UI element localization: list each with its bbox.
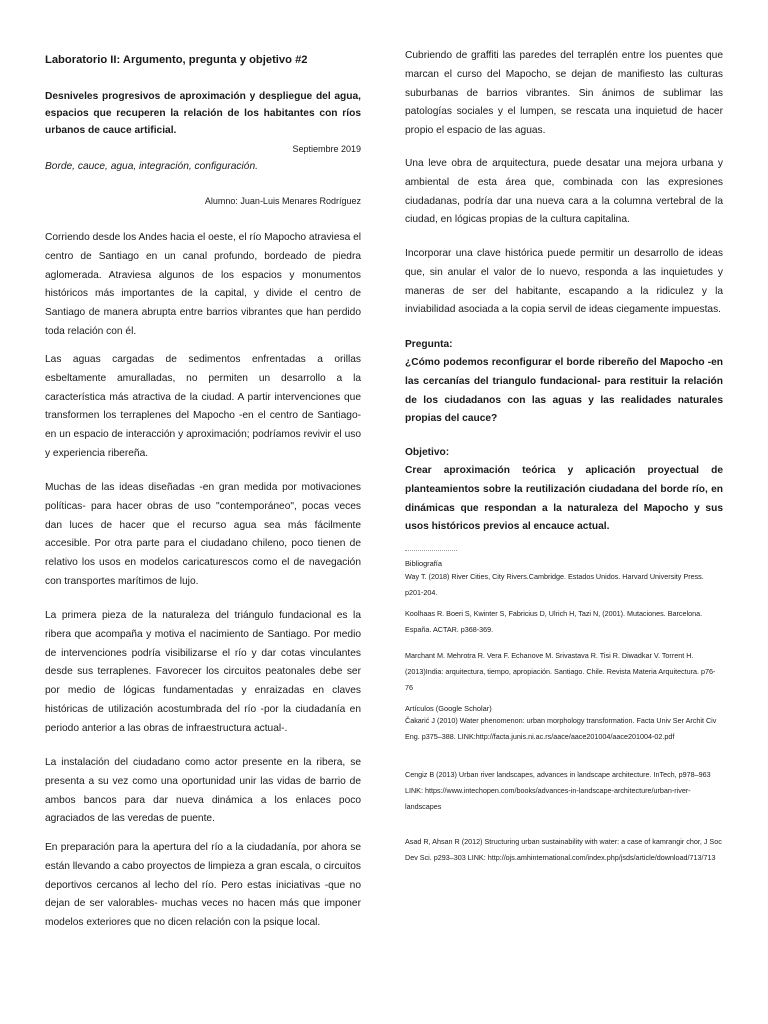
question-text: ¿Cómo podemos reconfigurar el borde ribereño del Mapocho -en las cercanías del triangulo fundacional- para restituir la relación de los ciudadanos con las aguas y las realidades naturales propias del cauce?	[405, 357, 723, 425]
document-subtitle: Desniveles progresivos de aproximación y despliegue del agua, espacios que recuperen la relación de los habitantes con ríos urbanos de cauce artificial.	[45, 91, 361, 136]
bibliography-entry: Čakarić J (2010) Water phenomenon: urban morphology transformation. Facta Univ Ser Archit Civ Eng. p375–388. LINK:http://facta.junis.ni.ac.rs/aace/aace201004/aace201004-02.pdf	[405, 716, 717, 741]
author: Alumno: Juan-Luis Menares Rodríguez	[204, 196, 361, 206]
paragraph: Una leve obra de arquitectura, puede desatar una mejora urbana y ambiental de esta área que, combinada con las expresiones ciudadanas, podría dar una nueva cara a la columna vertebral de la ciudad, en lógicas propias de la cultura capitalina.	[405, 158, 723, 226]
paragraph: Incorporar una clave histórica puede permitir un desarrollo de ideas que, sin anular el valor de lo nuevo, responda a las inquietudes y maneras de ser del habitante, escapando a la ridiculez y la inviabilidad asociada a la copia servil de ideas ciegamente impuestas.	[405, 248, 723, 316]
paragraph: Cubriendo de graffiti las paredes del terraplén entre los puentes que marcan el curso del Mapocho, se dejan de manifiesto las culturas suburbanas de barrios vibrantes. Sin ánimos de sublimar las patologías sociales y el lumpen, se rescata una inquietud de hacer propio el espacio de las aguas.	[405, 50, 723, 137]
document-title: Laboratorio II: Argumento, pregunta y objetivo #2	[45, 54, 308, 66]
paragraph: Corriendo desde los Andes hacia el oeste, el río Mapocho atraviesa el centro de Santiago en un canal profundo, bordeado de piedra aglomerada. Atraviesa algunos de los espacios y monumentos históricos más importantes de la capital, y divide el centro de Santiago de manera abrupta entre barrios vibrantes que han perdido toda relación con él.	[45, 232, 362, 337]
bibliography-entry: Marchant M. Mehrotra R. Vera F. Echanove M. Srivastava R. Tisi R. Diwadkar V. Torrent H. (2013)India: arquitectura, tiempo, apropiación. Santiago. Chile. Revista Materia Arquitectura. p76-76	[405, 651, 716, 692]
paragraph: La instalación del ciudadano como actor presente en la ribera, se presenta a su vez como una oportunidad unir las vidas de barrio de ambos bancos para dar nueva dinámica a los enlaces poco agraciados de las veredas de puente.	[45, 757, 361, 825]
paragraph: Muchas de las ideas diseñadas -en gran medida por motivaciones políticas- para hacer obras de uso "contemporáneo", pocas veces dan luces de hacer que el recurso agua sea más fácilmente accesible. Por otra parte para el ciudadano chileno, poco tienen de relativo los usos en modelos caricaturescos como el de navegación con transportes marítimos de lujo.	[45, 482, 361, 587]
question-label: Pregunta:	[405, 339, 453, 350]
objective-label: Objetivo:	[405, 447, 450, 458]
bibliography-entry: Asad R, Ahsan R (2012) Structuring urban sustainability with water: a case of kamrangir chor, J Soc Dev Sci. p293–303 LINK: http://ojs.amhinternational.com/index.php/jsds/article/download/713/713	[405, 837, 722, 862]
document-date: Septiembre 2019	[292, 144, 361, 154]
objective-text: Crear aproximación teórica y aplicación proyectual de planteamientos sobre la reutilización ciudadana del borde río, en dinámicas que respondan a la naturaleza del Mapocho y sus usos históricos previos al encauce actual.	[405, 465, 723, 533]
bibliography-entry: Way T. (2018) River Cities, City Rivers.Cambridge. Estados Unidos. Harvard University Press. p201-204.	[405, 572, 704, 597]
keywords: Borde, cauce, agua, integración, configuración.	[45, 161, 258, 172]
bibliography-heading: Bibliografía	[405, 559, 442, 568]
bibliography-entry: Koolhaas R. Boeri S, Kwinter S, Fabricius D, Ulrich H, Tazi N, (2001). Mutaciones. Barcelona. España. ACTAR. p368-369.	[405, 609, 703, 634]
paragraph: Las aguas cargadas de sedimentos enfrentadas a orillas esbeltamente amuralladas, no permiten un desarrollo a la característica más atractiva de la ciudad. A partir intervenciones que transformen los terraplenes del Mapocho -en el centro de Santiago- en un espacio de interacción y aproximación; podríamos revivir el uso y experiencia ribereña.	[45, 354, 361, 459]
footnote-divider	[405, 550, 457, 551]
scholar-heading: Artículos (Google Scholar)	[405, 704, 492, 713]
paragraph: En preparación para la apertura del río a la ciudadanía, por ahora se están llevando a cabo proyectos de limpieza a gran escala, o circuitos deportivos cercanos al lecho del río. Pero estas iniciativas -que no dejan de ser valorables- muchas veces no hacen más que imponer modelos exteriores que no dicen relación con la psique local.	[45, 842, 361, 929]
bibliography-entry: Cengiz B (2013) Urban river landscapes, advances in landscape architecture. InTech, p978–963 LINK: https://www.intechopen.com/books/advances-in-landscape-architecture/urban-river-landscapes	[405, 770, 711, 811]
paragraph: La primera pieza de la naturaleza del triángulo fundacional es la ribera que acompaña y motiva el nacimiento de Santiago. Por medio de intervenciones podría visibilizarse el río y dar cotas vinculantes desde sus terraplenes. Favorecer los circuitos peatonales debe ser por medio de lógicas fundamentadas y enraizadas en claves históricas de utilización acostumbrada del río -por la ciudadanía en periodo anterior a las obras de infraestructura actual-.	[45, 610, 361, 734]
